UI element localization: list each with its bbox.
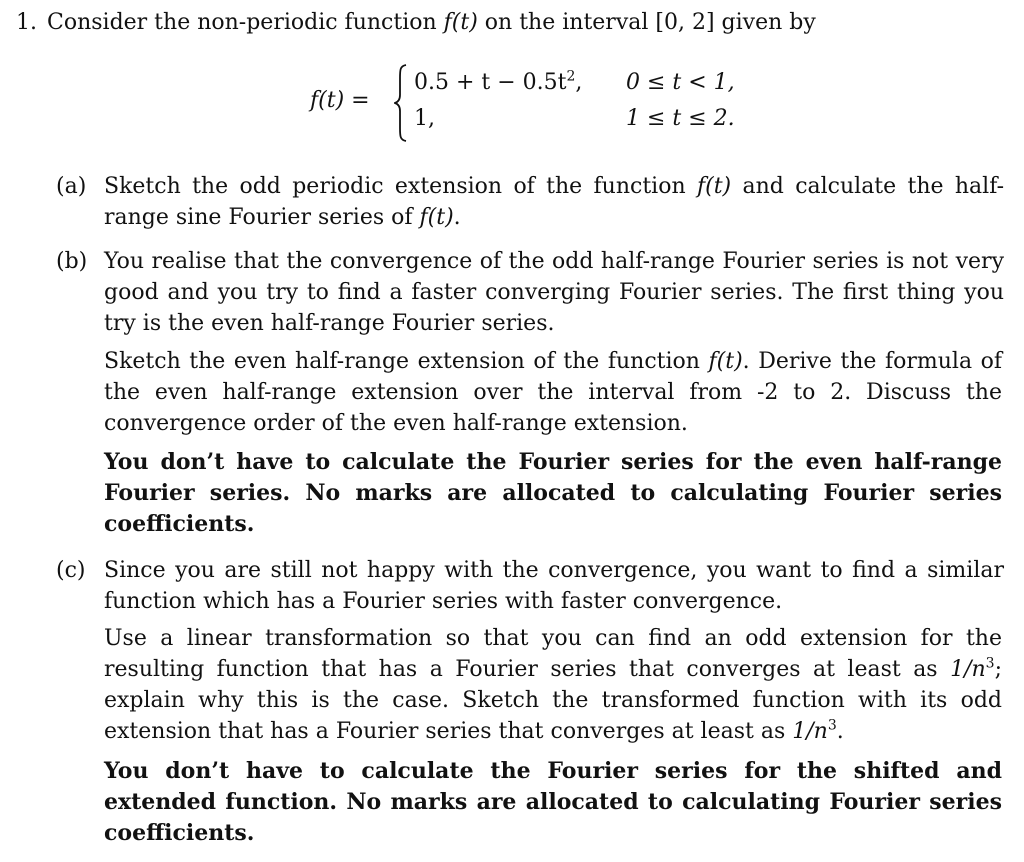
part-c-label: (c): [56, 558, 86, 583]
part-c-bold-note: You don’t have to calculate the Fourier series for the shifted and extended function. No marks are allocated to calculating Fourier series coefficients.: [104, 758, 1002, 846]
part-b-paragraph-2: Sketch the even half-range extension of the function f(t). Derive the formula of the even half-range extension over the interval from -2 to 2. Discuss the convergence order of the even half-range extension.: [104, 349, 1002, 436]
piecewise-equation: [310, 64, 770, 144]
part-b-bold-note: You don’t have to calculate the Fourier series for the even half-range Fourier series. No marks are allocated to calculating Fourier series coefficients.: [104, 449, 1002, 537]
part-b-text: You realise that the convergence of the odd half-range Fourier series is not very good and you try to find a faster converging Fourier series. The first thing you try is the even half-range Fourier series.: [104, 249, 1004, 336]
left-brace-icon: [394, 64, 408, 142]
part-c-text: Since you are still not happy with the convergence, you want to find a similar function which has a Fourier series with faster convergence.: [104, 558, 1004, 614]
part-b-label: (b): [56, 249, 88, 274]
case-2-expression: 1,: [414, 106, 435, 131]
part-b: [56, 246, 1004, 339]
intro-text-3: given by: [714, 10, 816, 35]
intro-text-2: on the interval: [477, 10, 656, 35]
part-a: [56, 171, 1004, 233]
intro-interval: [0, 2]: [655, 10, 715, 35]
part-a-text: Sketch the odd periodic extension of the function f(t) and calculate the half-range sine Fourier series of f(t).: [104, 174, 1004, 230]
intro-function: f(t): [443, 10, 478, 35]
case-1-expression: $0.5 + t - 0.5t^2$,: [414, 68, 583, 95]
part-c: [56, 555, 1004, 617]
part-a-label: (a): [56, 174, 87, 199]
case-2-condition: 1 ≤ t ≤ 2.: [626, 106, 735, 131]
intro-text-1: Consider the non-periodic function: [47, 10, 444, 35]
part-c-paragraph-2: Use a linear transformation so that you can find an odd extension for the resulting function that has a Fourier series that converges at least as $1/n^3$; explain why this is the case. Sketch the transformed function with its odd extension that has a Fourier series that converges at least as $1/n^3$.: [104, 626, 1002, 744]
question-number: 1.: [16, 10, 37, 35]
case-1-condition: 0 ≤ t < 1,: [626, 70, 735, 95]
equation-lhs: f(t) =: [310, 88, 370, 113]
question-intro: [16, 8, 816, 38]
